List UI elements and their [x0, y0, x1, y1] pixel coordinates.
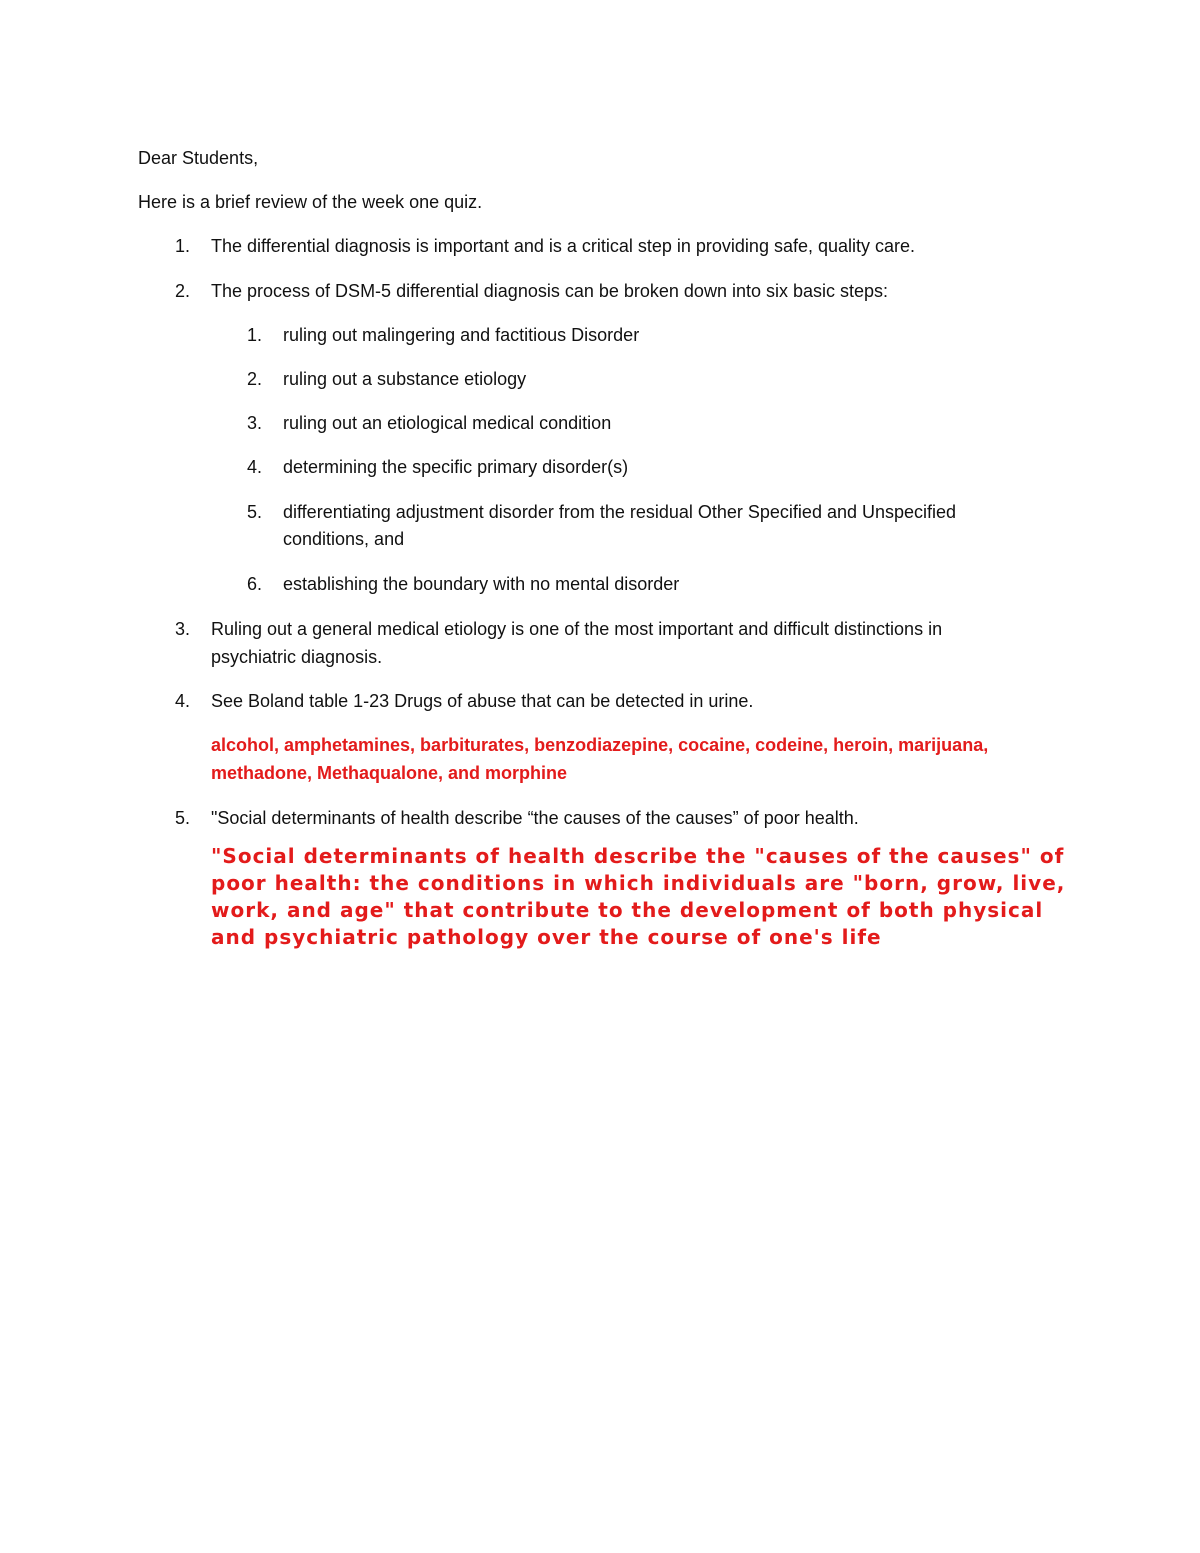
- item-number: 3.: [174, 619, 190, 639]
- list-item-text-line2: psychiatric diagnosis.: [211, 647, 383, 667]
- list-item-text: The differential diagnosis is important and is a critical step in providing safe, quality care.: [211, 236, 916, 256]
- list-item-text: "Social determinants of health describe “the causes of the causes” of poor health.: [211, 808, 859, 828]
- step-text-line1: differentiating adjustment disorder from the residual Other Specified and Unspecified: [283, 502, 957, 522]
- step-text: ruling out an etiological medical condition: [283, 413, 612, 433]
- step-number: 4.: [246, 457, 262, 477]
- social-determinants-answer: "Social determinants of health describe the "causes of the causes" of poor health: the conditions in which individuals are "born, grow, live, work, and age" that contribute to the development of both physical and psychiatric pathology over the course of one's life: [211, 844, 1066, 949]
- step-number: 6.: [246, 574, 262, 594]
- step-text: ruling out a substance etiology: [283, 369, 527, 389]
- list-item-text: The process of DSM-5 differential diagnosis can be broken down into six basic steps:: [211, 281, 889, 301]
- step-number: 1.: [246, 325, 262, 345]
- step-number: 3.: [246, 413, 262, 433]
- step-text: determining the specific primary disorder(s): [283, 457, 629, 477]
- intro-paragraph: Here is a brief review of the week one quiz.: [138, 192, 483, 212]
- step-text: establishing the boundary with no mental disorder: [283, 574, 680, 594]
- drug-list-answer-line1: alcohol, amphetamines, barbiturates, benzodiazepine, cocaine, codeine, heroin, marijuana,: [211, 735, 989, 755]
- item-number: 4.: [174, 691, 190, 711]
- list-item-text-line1: Ruling out a general medical etiology is one of the most important and difficult distinctions in: [211, 619, 943, 639]
- step-text-line2: conditions, and: [283, 529, 405, 549]
- step-text: ruling out malingering and factitious Disorder: [283, 325, 640, 345]
- list-item-text: See Boland table 1-23 Drugs of abuse that can be detected in urine.: [211, 691, 754, 711]
- greeting: Dear Students,: [138, 148, 259, 168]
- step-number: 5.: [246, 502, 262, 522]
- item-number: 1.: [174, 236, 190, 256]
- item-number: 2.: [174, 281, 190, 301]
- step-number: 2.: [246, 369, 262, 389]
- item-number: 5.: [174, 808, 190, 828]
- drug-list-answer-line2: methadone, Methaqualone, and morphine: [211, 763, 568, 783]
